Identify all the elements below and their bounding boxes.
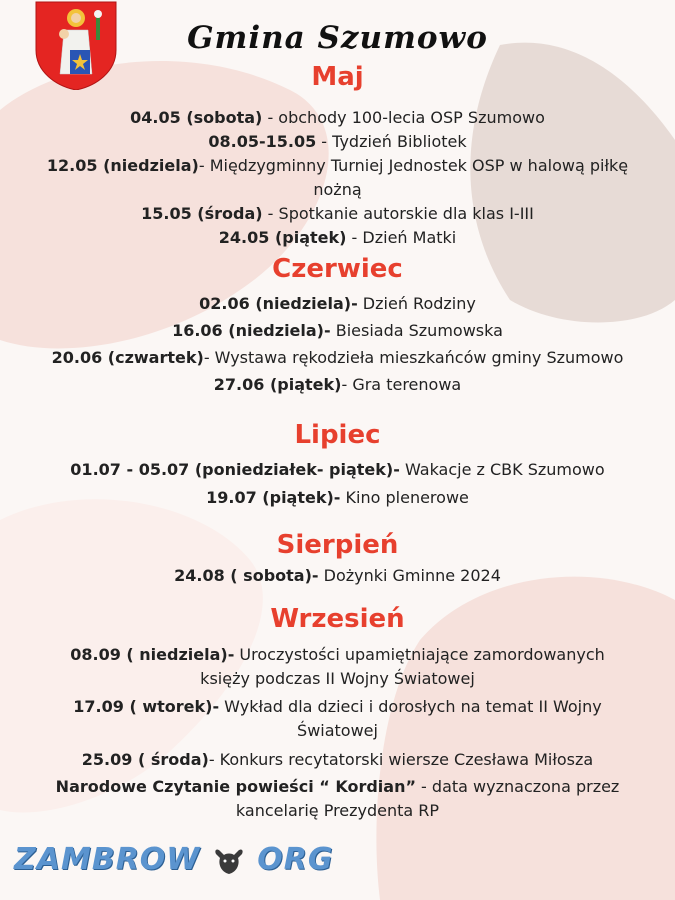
event-item: [50, 695, 625, 743]
event-date: 08.09 ( niedziela)-: [70, 645, 235, 664]
month-heading-lipiec: Lipiec: [294, 420, 381, 450]
event-item: [20, 458, 655, 482]
event-text: Dzień Rodziny: [357, 294, 476, 313]
event-date: 04.05 (sobota): [130, 108, 263, 127]
month-heading-czerwiec: Czerwiec: [272, 254, 403, 284]
event-date: 02.06 (niedziela)-: [199, 294, 358, 313]
event-text: Kino plenerowe: [340, 488, 469, 507]
event-item: [20, 486, 655, 510]
event-text: Wakacje z CBK Szumowo: [399, 460, 605, 479]
event-text: - Gra terenowa: [341, 375, 462, 394]
event-text: Uroczystości upamiętniające zamordowanych księży podczas II Wojny Światowej: [200, 645, 605, 688]
event-date: Narodowe Czytanie powieści “ Kordian”: [55, 777, 416, 796]
event-date: 19.07 (piątek)-: [206, 488, 341, 507]
event-date: 24.05 (piątek): [218, 228, 347, 247]
event-date: 17.09 ( wtorek)-: [73, 697, 220, 716]
event-date: 15.05 (środa): [141, 204, 263, 223]
event-text: Dożynki Gminne 2024: [318, 566, 501, 585]
event-text: - Tydzień Bibliotek: [316, 132, 467, 151]
event-date: 12.05 (niedziela): [46, 156, 199, 175]
event-item: [40, 775, 635, 823]
event-text: - Spotkanie autorskie dla klas I-III: [262, 204, 534, 223]
watermark-logo: [14, 842, 334, 882]
event-item: [4, 346, 671, 370]
event-item: [20, 319, 655, 343]
event-date: 27.06 (piątek): [213, 375, 342, 394]
event-date: 25.09 ( środa): [81, 750, 209, 769]
month-heading-maj: Maj: [311, 62, 364, 92]
event-date: 01.07 - 05.07 (poniedziałek- piątek)-: [70, 460, 400, 479]
event-text: - Dzień Matki: [346, 228, 457, 247]
event-item: [20, 564, 655, 588]
event-item: [20, 292, 655, 316]
event-item: [40, 154, 635, 202]
event-text: - data wyznaczona przez kancelarię Prezydenta RP: [235, 777, 620, 820]
event-item: [50, 643, 625, 691]
page-title: Gmina Szumowo: [187, 20, 488, 56]
event-text: - Konkurs recytatorski wiersze Czesława Miłosza: [208, 750, 594, 769]
event-text: Biesiada Szumowska: [330, 321, 503, 340]
event-date: 24.08 ( sobota)-: [174, 566, 319, 585]
event-text: - Wystawa rękodzieła mieszkańców gminy Szumowo: [203, 348, 624, 367]
event-text: - Międzygminny Turniej Jednostek OSP w halową piłkę nożną: [198, 156, 629, 199]
watermark-text: ZAMBROW: [14, 842, 201, 877]
event-item: [20, 202, 655, 226]
event-date: 16.06 (niedziela)-: [172, 321, 331, 340]
event-item: [20, 748, 655, 772]
bison-head-icon: [212, 846, 246, 876]
event-item: [20, 130, 655, 154]
event-text: - obchody 100-lecia OSP Szumowo: [262, 108, 545, 127]
event-date: 08.05-15.05: [208, 132, 317, 151]
month-heading-wrzesien: Wrzesień: [270, 604, 405, 634]
event-item: [20, 226, 655, 250]
event-date: 20.06 (czwartek): [51, 348, 204, 367]
event-item: [20, 373, 655, 397]
event-item: [20, 106, 655, 130]
month-heading-sierpien: Sierpień: [276, 530, 399, 560]
watermark-suffix: ORG: [257, 842, 334, 877]
event-text: Wykład dla dzieci i dorosłych na temat II Wojny Światowej: [219, 697, 602, 740]
